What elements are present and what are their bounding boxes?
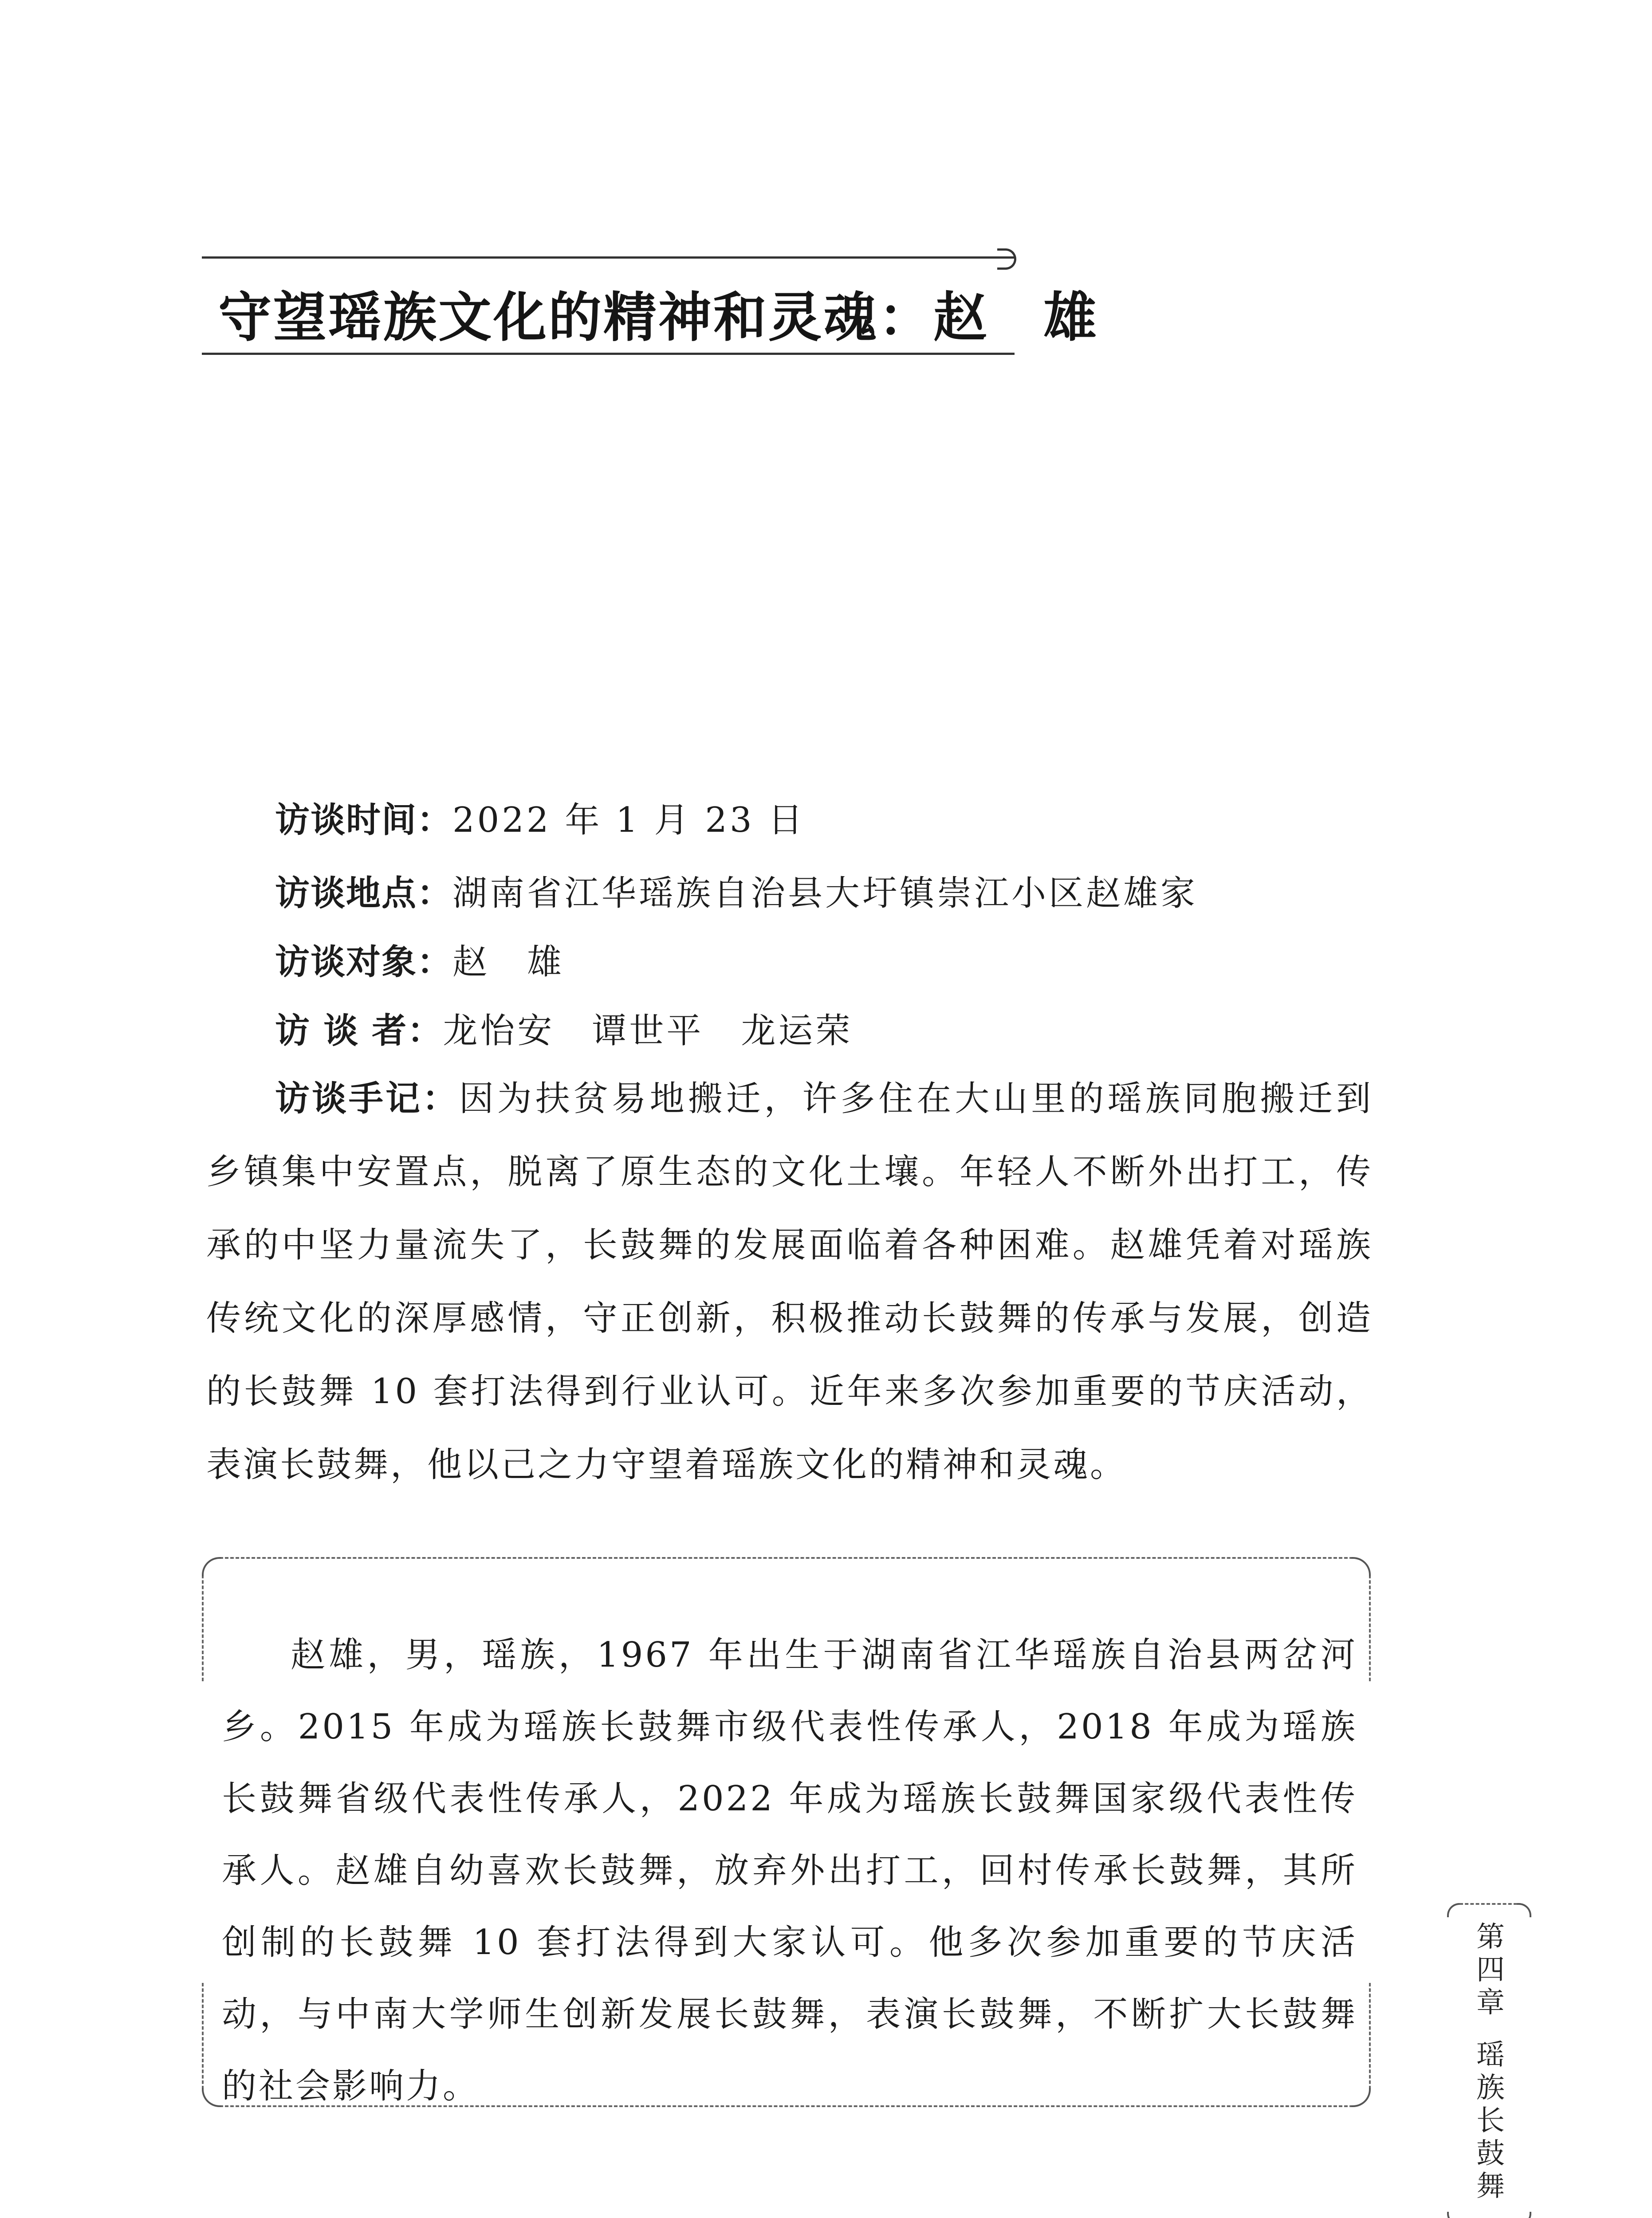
interview-notes — [206, 1062, 1373, 1502]
bio-frame-corner — [202, 2088, 221, 2107]
interviewer-value: 龙怡安 谭世平 龙运荣 — [443, 1011, 853, 1051]
bio-frame-left-border-lower — [202, 1983, 204, 2089]
interview-notes-text: 因为扶贫易地搬迁，许多住在大山里的瑶族同胞搬迁到乡镇集中安置点，脱离了原生态的文化土壤。年轻人不断外出打工，传承的中坚力量流失了，长鼓舞的发展面临着各种困难。赵雄凭着对瑶族传统文化的深厚感情，守正创新，积极推动长鼓舞的传承与发展，创造的长鼓舞 10 套打法得到行业认可。近年来多次参加重要的节庆活动，表演长鼓舞，他以己之力守望着瑶族文化的精神和灵魂。 — [206, 1079, 1373, 1485]
side-tab-ornament — [1447, 1903, 1461, 1917]
bio-frame-right-border — [1369, 1575, 1371, 1681]
bio-frame-right-border-lower — [1369, 1983, 1371, 2089]
biography-text: 赵雄，男，瑶族，1967 年出生于湖南省江华瑶族自治县两岔河乡。2015 年成为瑶族长鼓舞市级代表性传承人，2018 年成为瑶族长鼓舞省级代表性传承人，2022 年成为瑶族长鼓舞国家级代表性传承人。赵雄自幼喜欢长鼓舞，放弃外出打工，回村传承长鼓舞，其所创制的长鼓舞 10 套打法得到大家认可。他多次参加重要的节庆活动，与中南大学师生创新发展长鼓舞，表演长鼓舞，不断扩大长鼓舞的社会影响力。 — [222, 1635, 1357, 2106]
title-bottom-rule — [202, 353, 1015, 355]
side-tab — [1464, 1921, 1517, 2203]
interviewer-row — [275, 1011, 853, 1051]
interview-subject-row — [275, 942, 565, 982]
bio-frame-left-border — [202, 1575, 204, 1681]
side-tab-section: 瑶族长鼓舞 — [1476, 2039, 1505, 2203]
side-tab-top-border — [1459, 1903, 1517, 1905]
interview-notes-label: 访谈手记： — [275, 1079, 459, 1119]
interviewer-label: 访 谈 者： — [275, 1011, 443, 1051]
interview-place-label: 访谈地点： — [275, 873, 453, 913]
page-title: 守望瑶族文化的精神和灵魂：赵 雄 — [218, 286, 1098, 349]
interview-subject-value: 赵 雄 — [452, 942, 565, 982]
interview-time-label: 访谈时间： — [275, 800, 453, 840]
side-tab-ornament — [1447, 2212, 1461, 2218]
side-tab-chapter: 第四章 — [1476, 1921, 1505, 2019]
bio-frame-corner — [202, 1557, 221, 1577]
interview-place-row — [275, 873, 1198, 913]
interview-place-value: 湖南省江华瑶族自治县大圩镇崇江小区赵雄家 — [452, 873, 1198, 913]
title-top-rule — [202, 256, 1015, 259]
side-tab-ornament — [1517, 1903, 1531, 1917]
side-tab-ornament — [1517, 2212, 1531, 2218]
interview-subject-label: 访谈对象： — [275, 942, 453, 982]
title-rule-ornament — [997, 248, 1016, 270]
bio-frame-corner — [1351, 1557, 1371, 1577]
interview-time-row — [275, 800, 806, 840]
bio-frame-top-border — [220, 1557, 1353, 1559]
interview-time-value: 2022 年 1 月 23 日 — [452, 800, 806, 840]
